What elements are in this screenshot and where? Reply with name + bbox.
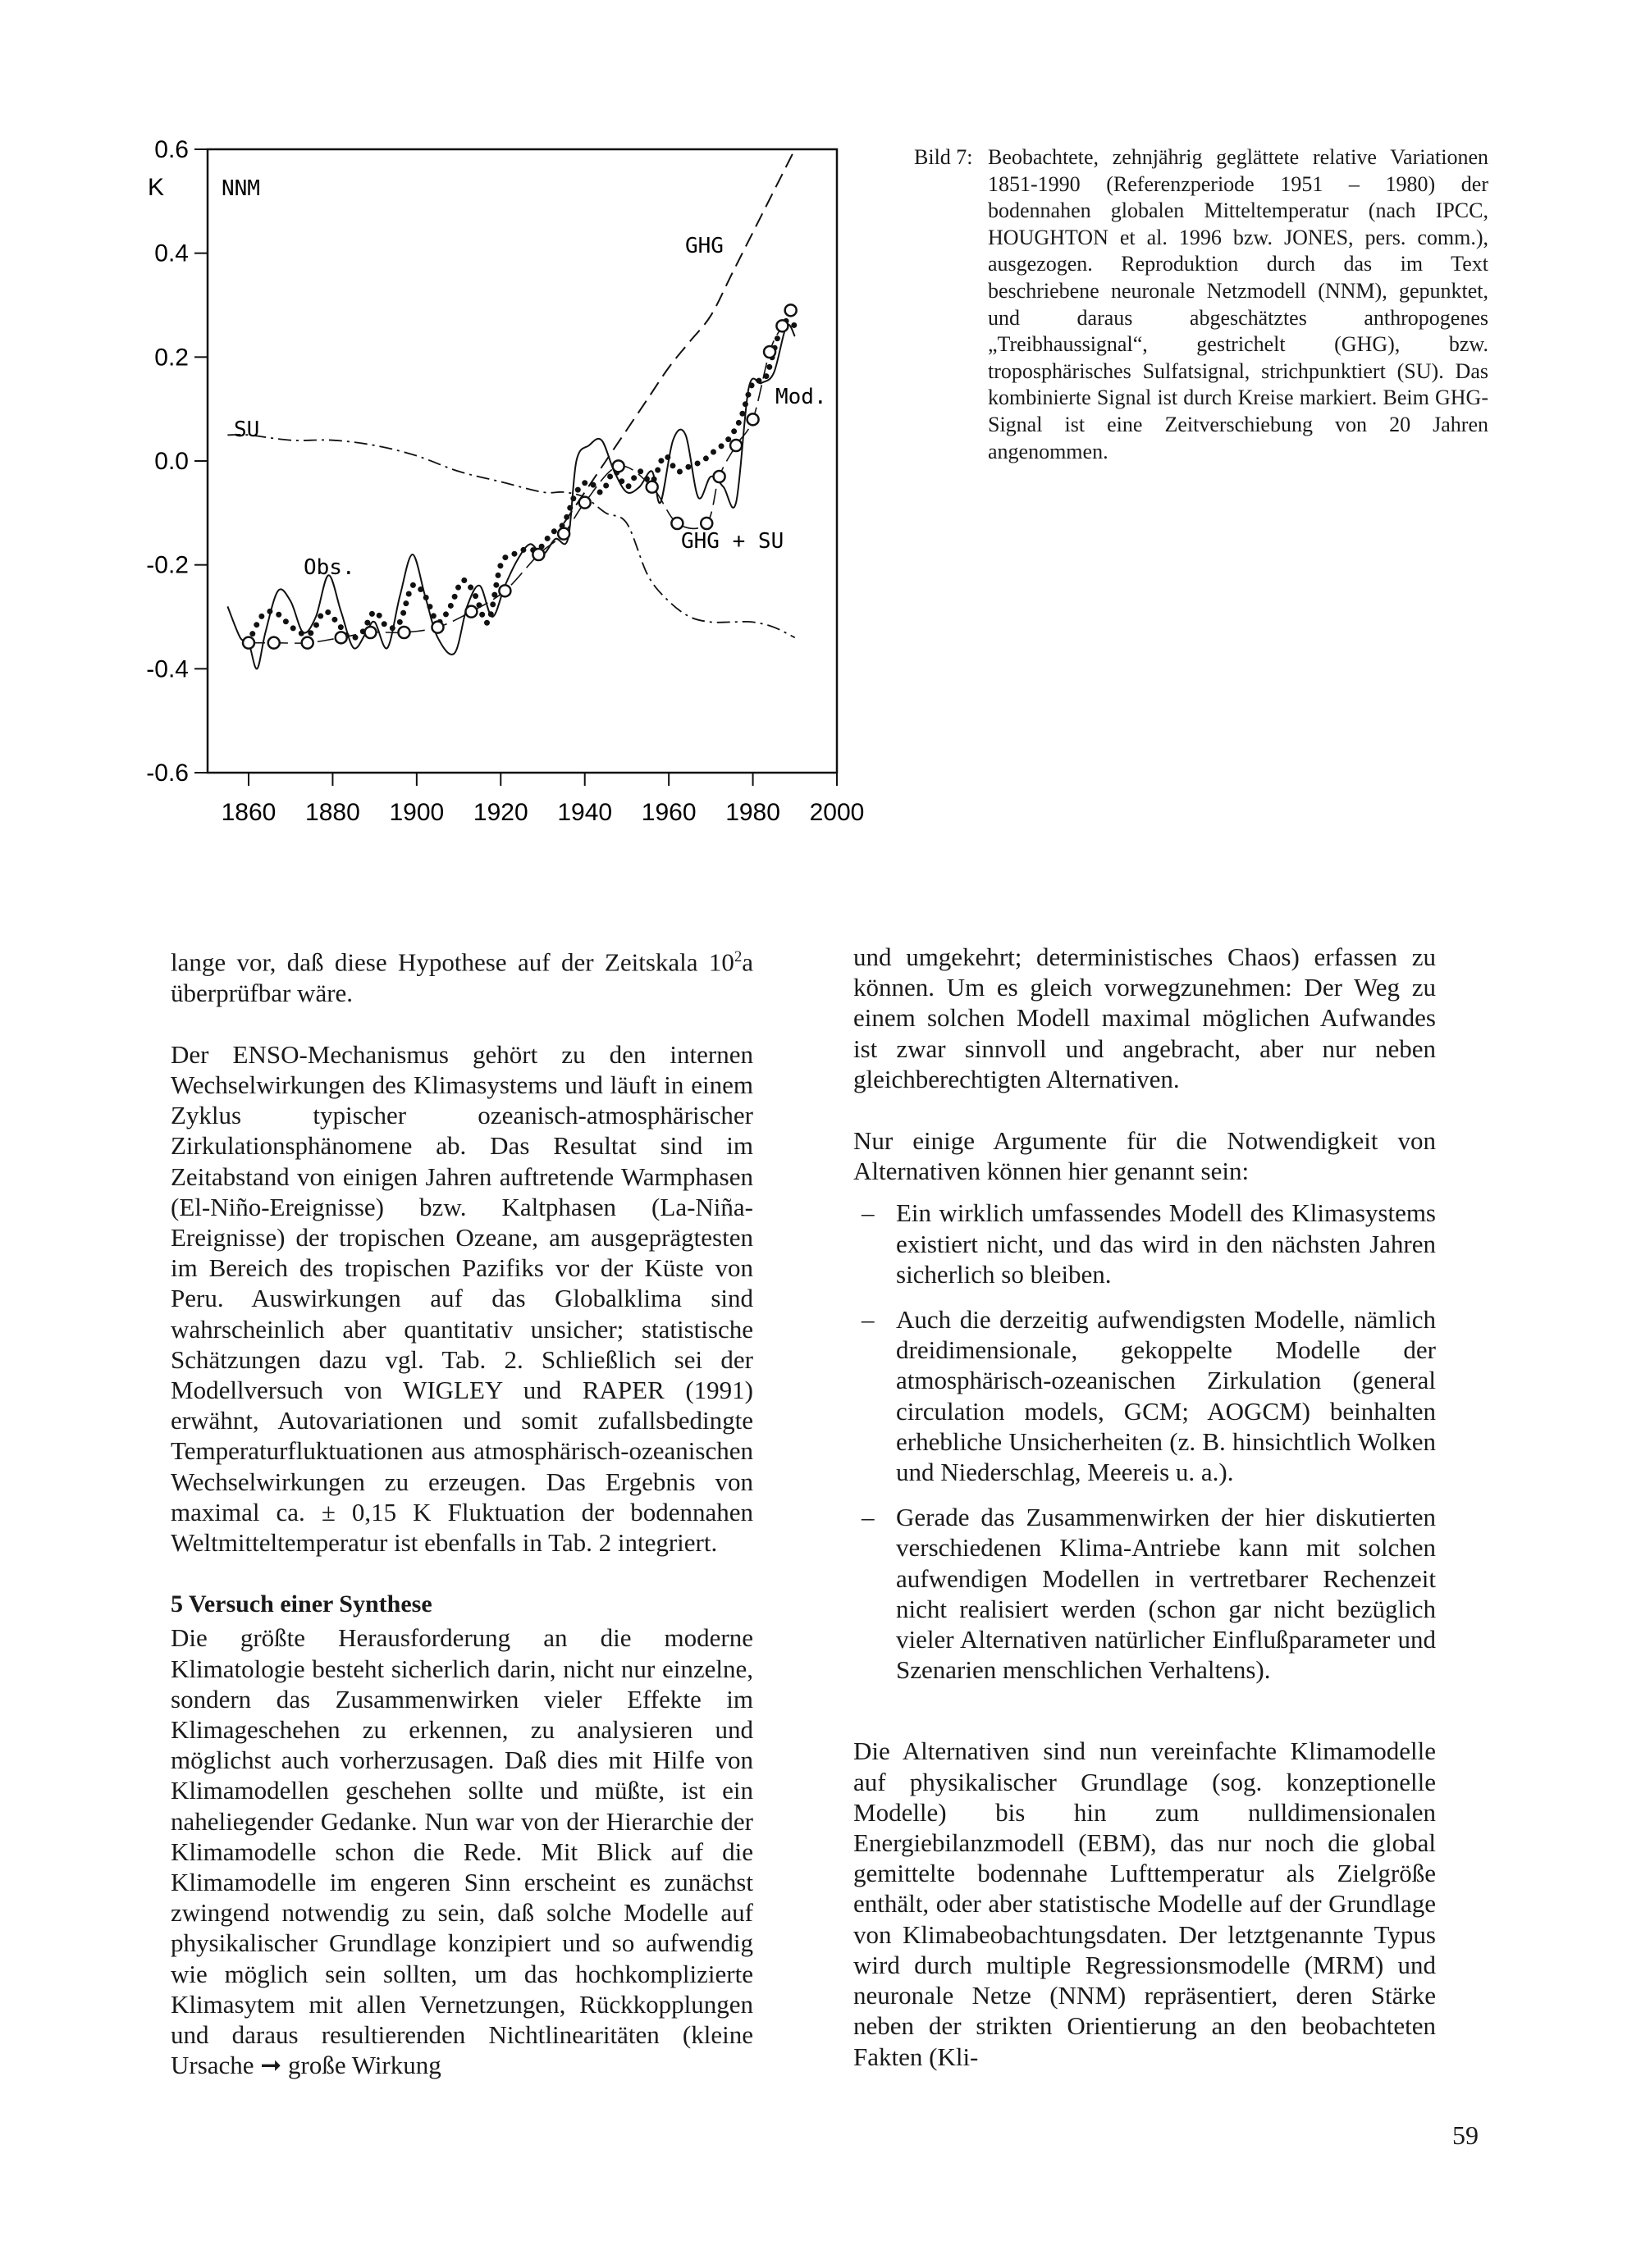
x-tick-label: 2000 bbox=[809, 799, 865, 826]
page-number: 59 bbox=[1452, 2120, 1479, 2150]
y-tick-label: -0.6 bbox=[146, 760, 189, 787]
list-item-text: Auch die derzeitig aufwendigsten Modelle, nämlich dreidimensionale, gekoppelte Modelle der atmosphärisch-ozeanischen Zirkulation (general circulation models, GCM; AOGCM) beinhalten erhebliche Unsicherheiten (z. B. hinsichtlich Wolken und Niederschlag, Meereis u. a.). bbox=[896, 1305, 1436, 1487]
paragraph-enso: Der ENSO-Mechanismus gehört zu den internen Wechselwirkungen des Klimasystems und läuft in einem Zyklus typischer ozeanisch-atmosphärischer Zirkulationsphänomene ab. Das Resultat sind im Zeitabstand von einigen Jahren auftretende Warmphasen (El-Niño-Ereignisse) bzw. Kaltphasen (La-Niña-Ereignisse) der tropischen Ozeane, am ausgeprägtesten im Bereich des tropischen Pazifiks vor der Küste von Peru. Auswirkungen auf das Globalklima sind wahrscheinlich aber quantitativ unsicher; statistische Schätzungen dazu vgl. Tab. 2. Schließlich sei der Modellversuch von WIGLEY und RAPER (1991) erwähnt, Autovariationen und somit zufallsbedingte Temperaturfluktuationen aus atmosphärisch-ozeanischen Wechselwirkungen zu erzeugen. Das Ergebnis von maximal ca. ± 0,15 K Fluktuation der bodennahen Weltmitteltemperatur ist ebenfalls in Tab. 2 integriert. bbox=[171, 1039, 753, 1557]
list-item bbox=[853, 1502, 1436, 1685]
ghg-su-marker bbox=[701, 518, 712, 529]
plot-frame bbox=[208, 149, 837, 773]
x-tick-label: 1980 bbox=[725, 799, 780, 826]
dash-bullet: – bbox=[862, 1198, 875, 1228]
left-column bbox=[171, 942, 753, 2111]
ghg-su-marker bbox=[336, 632, 347, 643]
superscript: 2 bbox=[734, 948, 743, 965]
x-tick-label: 1880 bbox=[305, 799, 360, 826]
y-tick-label: 0.4 bbox=[154, 240, 189, 267]
ghg-su-marker bbox=[365, 627, 377, 638]
list-item-text: Ein wirklich umfassendes Modell des Klimasystems existiert nicht, und das wird in den nächsten Jahren sicherlich so bleiben. bbox=[896, 1198, 1436, 1289]
ghg-su-marker bbox=[764, 346, 775, 358]
x-tick-label: 1900 bbox=[389, 799, 445, 826]
paragraph bbox=[171, 942, 753, 1008]
y-axis bbox=[146, 136, 208, 787]
argument-list bbox=[853, 1198, 1436, 1685]
figure-bild-7 bbox=[0, 0, 903, 886]
label-obs: Obs. bbox=[304, 555, 355, 580]
ghg-su-marker bbox=[785, 304, 797, 316]
paragraph: Die Alternativen sind nun vereinfachte Klimamodelle auf physikalischer Grundlage (sog. konzeptionelle Modelle) bis hin zum nulldimensionalen Energiebilanzmodell (EBM), das nur noch die global gemittelte bodennahe Lufttemperatur als Zielgröße enthält, oder aber statistische Modelle auf der Grundlage von Klimabeobachtungsdaten. Der letztgenannte Typus wird durch multiple Regressionsmodelle (MRM) und neuronale Netze (NNM) repräsentiert, deren Stärke neben der strikten Orientierung an den beobachteten Fakten (Kli- bbox=[853, 1736, 1436, 2071]
series-ghg bbox=[564, 149, 795, 523]
ghg-su-marker bbox=[268, 637, 280, 649]
series-nnm bbox=[249, 321, 795, 643]
ghg-su-marker bbox=[714, 471, 725, 482]
x-tick-label: 1860 bbox=[221, 799, 277, 826]
x-tick-label: 1920 bbox=[473, 799, 528, 826]
paragraph: und umgekehrt; deterministisches Chaos) erfassen zu können. Um es gleich vorwegzunehmen: Der Weg zu einem solchen Modell maximal möglichen Aufwandes ist zwar sinnvoll und angebracht, aber nur neben gleichberechtigten Alternativen. bbox=[853, 942, 1436, 1093]
list-item-text: Gerade das Zusammenwirken der hier diskutierten verschiedenen Klima-Antriebe kann mit solchen aufwendigen Modellen in vertretbarer Rechenzeit nicht realisiert werden (schon gar nicht bezüglich vieler Alternativen natürlicher Einflußparameter und Szenarien menschlichen Verhaltens). bbox=[896, 1503, 1436, 1685]
ghg-su-marker bbox=[579, 497, 591, 509]
dash-bullet: – bbox=[862, 1503, 875, 1532]
series-observed bbox=[227, 325, 794, 669]
x-axis bbox=[222, 773, 865, 826]
ghg-su-marker bbox=[730, 440, 742, 451]
ghg-su-marker bbox=[499, 585, 510, 596]
label-ghg-su: GHG + SU bbox=[681, 529, 784, 554]
y-tick-label: -0.4 bbox=[146, 655, 189, 683]
list-item bbox=[853, 1304, 1436, 1487]
temperature-chart bbox=[0, 0, 903, 886]
dash-bullet: – bbox=[862, 1305, 875, 1335]
x-tick-label: 1940 bbox=[557, 799, 613, 826]
paragraph: Nur einige Argumente für die Notwendigkeit von Alternativen können hier genannt sein: bbox=[853, 1126, 1436, 1186]
ghg-su-marker bbox=[671, 518, 683, 529]
right-column bbox=[853, 942, 1436, 2103]
ghg-su-marker bbox=[747, 413, 759, 425]
ghg-su-marker bbox=[465, 606, 477, 618]
paragraph-synthese: Die größte Herausforderung an die moderne Klimatologie besteht sicherlich darin, nicht nur einzelne, sondern das Zusammenwirken vieler Effekte im Klimageschehen zu erkennen, zu analysieren und möglichst auch vorherzusagen. Daß dies mit Hilfe von Klimamodellen geschehen sollte und müßte, ist ein naheliegender Gedanke. Nun war von der Hierarchie der Klimamodelle schon die Rede. Mit Blick auf die Klimamodelle im engeren Sinn erscheint es zunächst zwingend notwendig zu sein, daß solche Modelle auf physikalischer Grundlage konzipiert und so aufwendig wie möglich sein sollten, um das hochkomplizierte Klimasytem mit allen Vernetzungen, Rückkopplungen und daraus resultierenden Nichtlinearitäten (kleine Ursache ➞ große Wirkung bbox=[171, 1623, 753, 2080]
ghg-su-marker bbox=[558, 528, 569, 540]
ghg-su-marker bbox=[243, 637, 254, 649]
list-item bbox=[853, 1198, 1436, 1289]
y-unit-label: K bbox=[148, 174, 165, 201]
ghg-su-marker bbox=[432, 622, 443, 633]
caption-label: Bild 7: bbox=[914, 145, 973, 169]
ghg-su-marker bbox=[302, 637, 313, 649]
ghg-su-marker bbox=[398, 627, 409, 638]
ghg-su-marker bbox=[647, 481, 658, 493]
y-tick-label: 0.6 bbox=[154, 136, 189, 163]
y-tick-label: 0.0 bbox=[154, 448, 189, 475]
ghg-su-marker bbox=[613, 460, 624, 472]
series-ghg-su-line bbox=[249, 310, 791, 643]
paragraph-text: lange vor, daß diese Hypothese auf der Zeitskala 10 bbox=[171, 947, 734, 977]
series-group bbox=[227, 149, 796, 669]
section-heading: 5 Versuch einer Synthese bbox=[171, 1590, 432, 1618]
label-nnm: NNM bbox=[222, 176, 260, 201]
label-mod: Mod. bbox=[775, 385, 827, 409]
y-tick-label: -0.2 bbox=[146, 551, 189, 579]
figure-caption bbox=[914, 144, 1488, 465]
x-tick-label: 1960 bbox=[641, 799, 697, 826]
ghg-su-marker bbox=[776, 320, 788, 331]
label-su: SU bbox=[234, 418, 260, 442]
y-tick-label: 0.2 bbox=[154, 344, 189, 372]
label-ghg: GHG bbox=[685, 234, 724, 258]
ghg-su-marker bbox=[533, 549, 544, 560]
paragraph-text: a überprüfbar wäre. bbox=[171, 947, 753, 1007]
caption-text: Beobachtete, zehnjährig geglättete relative Variationen 1851-1990 (Referenzperiode 1951 – 1980) der bodennahen globalen Mitteltemperatur (nach IPCC, HOUGHTON et al. 1996 bzw. JONES, pers. comm.), ausgezogen. Reproduktion durch das im Text beschriebene neuronale Netzmodell (NNM), gepunktet, und daraus abgeschätztes anthropogenes „Treibhaussignal“, gestrichelt (GHG), bzw. troposphärisches Sulfatsignal, strichpunktiert (SU). Das kombinierte Signal ist durch Kreise markiert. Beim GHG-Signal ist eine Zeitverschiebung von 20 Jahren angenommen. bbox=[988, 145, 1488, 463]
